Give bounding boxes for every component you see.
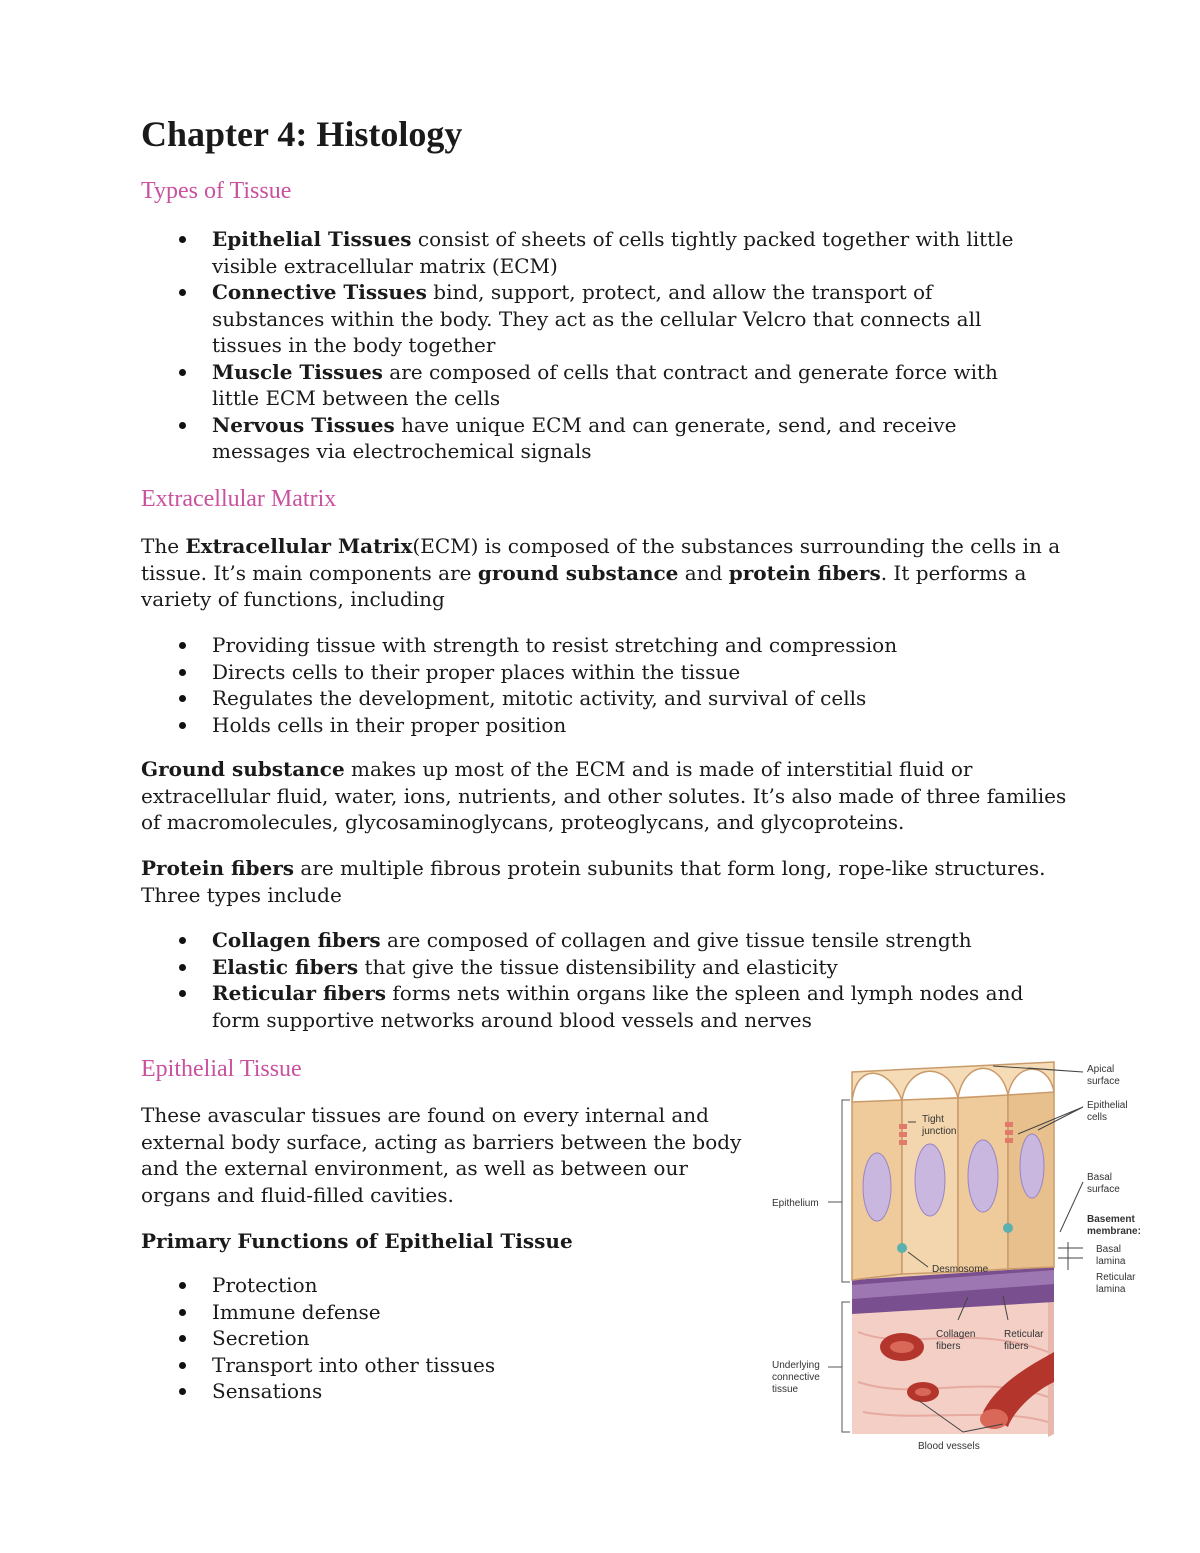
list-item: Providing tissue with strength to resist stretching and compression	[141, 632, 1051, 659]
heading-types-of-tissue: Types of Tissue	[141, 178, 292, 204]
text-run: . It performs a variety of functions, including	[141, 560, 1027, 611]
heading-epithelial-tissue: Epithelial Tissue	[141, 1056, 302, 1082]
label-basal-surface: Basal surface	[1087, 1172, 1120, 1195]
label-apical-surface: Apical surface	[1087, 1064, 1120, 1087]
list-item-term: Nervous Tissues	[212, 412, 395, 437]
label-epithelium: Epithelium	[772, 1198, 819, 1209]
list-item	[141, 279, 1051, 359]
tissue-block	[852, 1062, 1054, 1437]
ecm-intro-paragraph	[141, 533, 1071, 613]
epithelial-functions-list	[141, 1272, 741, 1405]
list-item: Sensations	[141, 1378, 741, 1405]
term-ground-substance: Ground substance	[141, 757, 345, 781]
tissue-types-list	[141, 226, 1051, 465]
epithelium-diagram	[768, 1052, 1158, 1458]
text-run: makes up most of the ECM and is made of interstitial fluid or extracellular fluid, water, ions, nutrients, and other solutes. It’s also made of three families of macromolecules, glycosaminoglycans, proteoglycans, and glycoproteins.	[141, 757, 1067, 834]
list-item-text: are composed of cells that contract and generate force with little ECM between the cells	[212, 359, 998, 410]
label-reticular-fibers: Reticular fibers	[1004, 1329, 1044, 1352]
list-item-term: Collagen fibers	[212, 928, 381, 952]
list-item: Directs cells to their proper places within the tissue	[141, 659, 1051, 686]
label-desmosome: Desmosome	[932, 1264, 989, 1275]
text-run: and	[678, 560, 729, 585]
label-tight-junction: Tight junction	[922, 1114, 957, 1137]
ground-substance-paragraph	[141, 756, 1071, 836]
term-extracellular-matrix: Extracellular Matrix	[185, 534, 413, 558]
list-item	[141, 954, 1051, 981]
label-underlying-connective-tissue: Underlying connective tissue	[772, 1360, 820, 1395]
list-item-text: have unique ECM and can generate, send, and receive messages via electrochemical signals	[212, 412, 957, 463]
ecm-functions-list	[141, 632, 1051, 738]
list-item: Immune defense	[141, 1299, 741, 1326]
label-epithelial-cells: Epithelial cells	[1087, 1100, 1128, 1123]
list-item-term: Elastic fibers	[212, 954, 359, 979]
label-basement-membrane: Basement membrane:	[1087, 1214, 1141, 1237]
list-item: Transport into other tissues	[141, 1352, 741, 1379]
label-basal-lamina: Basal lamina	[1096, 1244, 1126, 1267]
label-collagen-fibers: Collagen fibers	[936, 1329, 976, 1352]
list-item: Holds cells in their proper position	[141, 712, 1051, 739]
text-run: The	[141, 534, 186, 558]
page-title: Chapter 4: Histology	[141, 114, 463, 154]
list-item-text: consist of sheets of cells tightly packed together with little visible extracellular matrix (ECM)	[212, 227, 1014, 278]
text-run: are multiple fibrous protein subunits that form long, rope-like structures. Three types include	[141, 856, 1046, 907]
list-item-term: Epithelial Tissues	[212, 227, 412, 251]
list-item-text: are composed of collagen and give tissue tensile strength	[380, 928, 972, 952]
list-item: Secretion	[141, 1325, 741, 1352]
list-item	[141, 359, 1051, 412]
label-blood-vessels: Blood vessels	[918, 1441, 980, 1452]
subheading-text: Primary Functions of Epithelial Tissue	[141, 1229, 573, 1253]
term-protein-fibers: Protein fibers	[141, 856, 295, 880]
label-reticular-lamina: Reticular lamina	[1096, 1272, 1136, 1295]
list-item-text: forms nets within organs like the spleen and lymph nodes and form supportive networks around blood vessels and nerves	[212, 981, 1024, 1032]
heading-extracellular-matrix: Extracellular Matrix	[141, 486, 337, 512]
list-item-term: Connective Tissues	[212, 280, 427, 304]
list-item: Protection	[141, 1272, 741, 1299]
list-item	[141, 927, 1051, 954]
term-protein-fibers: protein fibers	[728, 560, 881, 585]
epithelial-intro-paragraph: These avascular tissues are found on every internal and external body surface, acting as barriers between the body and the external environment, as well as between our organs and fluid-filled cavities.	[141, 1103, 742, 1207]
list-item: Regulates the development, mitotic activity, and survival of cells	[141, 685, 1051, 712]
list-item-term: Reticular fibers	[212, 981, 387, 1005]
list-item	[141, 412, 1051, 465]
text-run: (ECM) is composed of the substances surrounding the cells in a tissue. It’s main components are	[141, 534, 1061, 585]
list-item-text: that give the tissue distensibility and elasticity	[358, 954, 838, 979]
list-item	[141, 226, 1051, 279]
list-item-text: bind, support, protect, and allow the transport of substances within the body. They act as the cellular Velcro that connects all tissues in the body together	[212, 280, 982, 357]
protein-fibers-paragraph	[141, 855, 1071, 908]
list-item-term: Muscle Tissues	[212, 359, 383, 384]
epithelial-functions-heading	[141, 1228, 751, 1255]
fiber-types-list	[141, 927, 1051, 1033]
list-item	[141, 980, 1051, 1033]
term-ground-substance: ground substance	[477, 560, 679, 585]
